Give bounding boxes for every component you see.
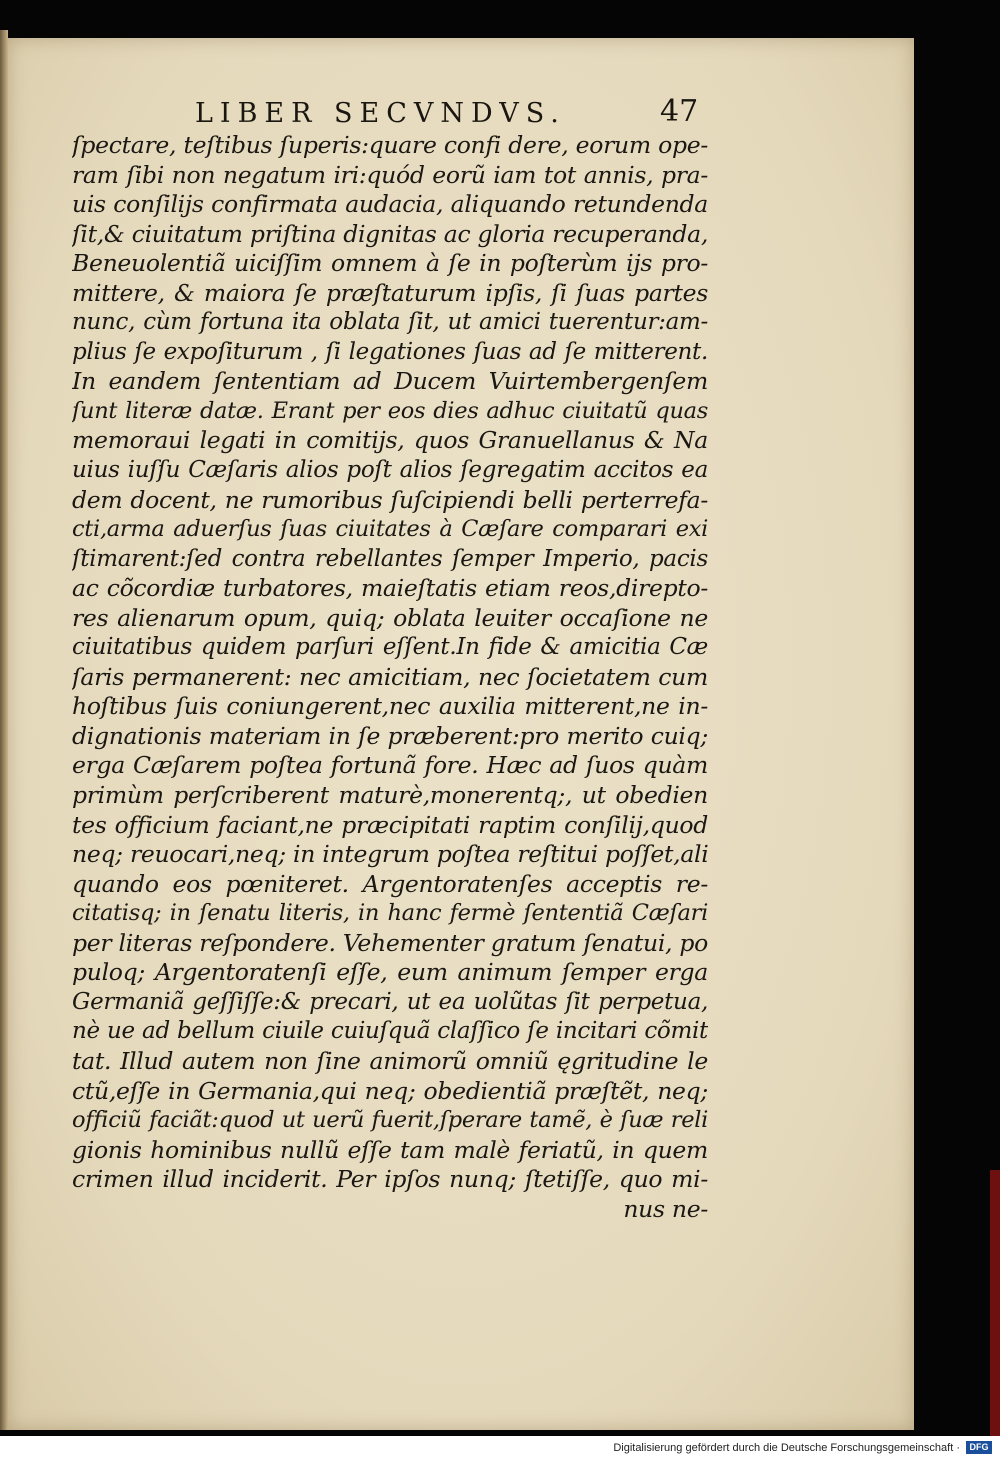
text-line: ſtimarent:ſed contra rebellantes ſemper Imperio, pacis xyxy=(72,545,708,572)
text-line: ſaris permanerent: nec amicitiam, nec ſocietatem cum xyxy=(72,662,708,691)
text-line: ſit,& ciuitatum priſtina dignitas ac gloria recuperanda, xyxy=(72,219,708,248)
text-line: tat. Illud autem non ſine animorũ omniũ ęgritudine le xyxy=(72,1046,708,1075)
text-line: ctũ,eſſe in Germania,qui neq; obedientiã præſtẽt, neq; xyxy=(72,1076,708,1105)
text-line: puloq; Argentoratenſi eſſe, eum animum ſemper erga xyxy=(72,958,708,987)
text-line: plius ſe expoſiturum , ſi legationes ſuas ad ſe mitterent. xyxy=(72,338,708,365)
text-line: tes officium faciant,ne præcipitati raptim conſilij,quod xyxy=(72,810,708,839)
book-spine-edge xyxy=(0,30,8,1430)
text-line: Germaniã geſſiſſe:& precari, ut ea uolũtas ſit perpetua, xyxy=(72,988,708,1015)
text-line: nè ue ad bellum ciuile cuiuſquã claſſico ſe incitari cõmit xyxy=(72,1018,708,1045)
funding-credit: Digitalisierung gefördert durch die Deutsche Forschungsgemeinschaft · xyxy=(613,1442,960,1454)
text-line: neq; reuocari,neq; in integrum poſtea reſtitui poſſet,ali xyxy=(72,840,708,869)
text-line: per literas reſpondere. Vehementer gratum ſenatui, po xyxy=(72,928,708,957)
text-line: quando eos pœniteret. Argentoratenſes acceptis re- xyxy=(72,869,708,898)
catchword: nus ne- xyxy=(623,1194,708,1223)
text-line: res alienarum opum, quiq; oblata leuiter occaſione ne xyxy=(72,603,708,632)
text-line: citatisq; in ſenatu literis, in hanc fermè ſententiã Cæſari xyxy=(72,900,708,927)
text-line: Beneuolentiã uiciſſim omnem à ſe in poſterùm ijs pro- xyxy=(72,249,708,278)
text-line: memoraui legati in comitijs, quos Granuellanus & Na xyxy=(72,426,708,455)
running-head: LIBER SECVNDVS. xyxy=(195,98,566,129)
footer-bar xyxy=(0,1436,1000,1460)
dfg-logo-icon: DFG xyxy=(966,1441,992,1454)
color-calibration-strip xyxy=(990,1170,1000,1436)
text-line: ram ſibi non negatum iri:quód eorũ iam tot annis, pra- xyxy=(72,160,708,189)
text-line: ſunt literæ datæ. Erant per eos dies adhuc ciuitatũ quas xyxy=(72,397,708,424)
text-line: In eandem ſententiam ad Ducem Vuirtembergenſem xyxy=(72,367,708,396)
text-line: officiũ faciãt:quod ut uerũ fuerit,ſperare tamẽ, è ſuæ reli xyxy=(72,1107,708,1134)
page-number: 47 xyxy=(660,94,699,129)
text-line: primùm perſcriberent maturè,monerentq;, ut obedien xyxy=(72,781,708,810)
text-line: dignationis materiam in ſe præberent:pro merito cuiq; xyxy=(72,721,708,750)
text-line: uius iuſſu Cæſaris alios poſt alios ſegregatim accitos ea xyxy=(72,457,708,484)
text-line: dem docent, ne rumoribus ſuſcipiendi belli perterrefa- xyxy=(72,485,708,514)
text-line: erga Cæſarem poſtea fortunã fore. Hæc ad ſuos quàm xyxy=(72,751,708,780)
text-line: ac cõcordiæ turbatores, maieſtatis etiam reos,direpto- xyxy=(72,574,708,603)
text-line: uis conſilijs confirmata audacia, aliquando retundenda xyxy=(72,190,708,219)
text-line: mittere, & maiora ſe præſtaturum ipſis, ſi ſuas partes xyxy=(72,278,708,307)
text-line: gionis hominibus nullũ eſſe tam malè feriatũ, in quem xyxy=(72,1135,708,1164)
body-text xyxy=(72,131,708,1224)
text-line: ciuitatibus quidem parſuri eſſent.In fide & amicitia Cæ xyxy=(72,634,708,661)
text-line: nunc, cùm fortuna ita oblata ſit, ut amici tuerentur:am- xyxy=(72,309,708,336)
text-line: crimen illud inciderit. Per ipſos nunq; ſtetiſſe, quo mi- xyxy=(72,1165,708,1194)
text-line: hoſtibus ſuis coniungerent,nec auxilia mitterent,ne in- xyxy=(72,692,708,721)
text-line: ſpectare, teſtibus ſuperis:quare confi dere, eorum ope- xyxy=(72,131,708,159)
text-line: cti,arma aduerſus ſuas ciuitates à Cæſare comparari exi xyxy=(72,516,708,543)
